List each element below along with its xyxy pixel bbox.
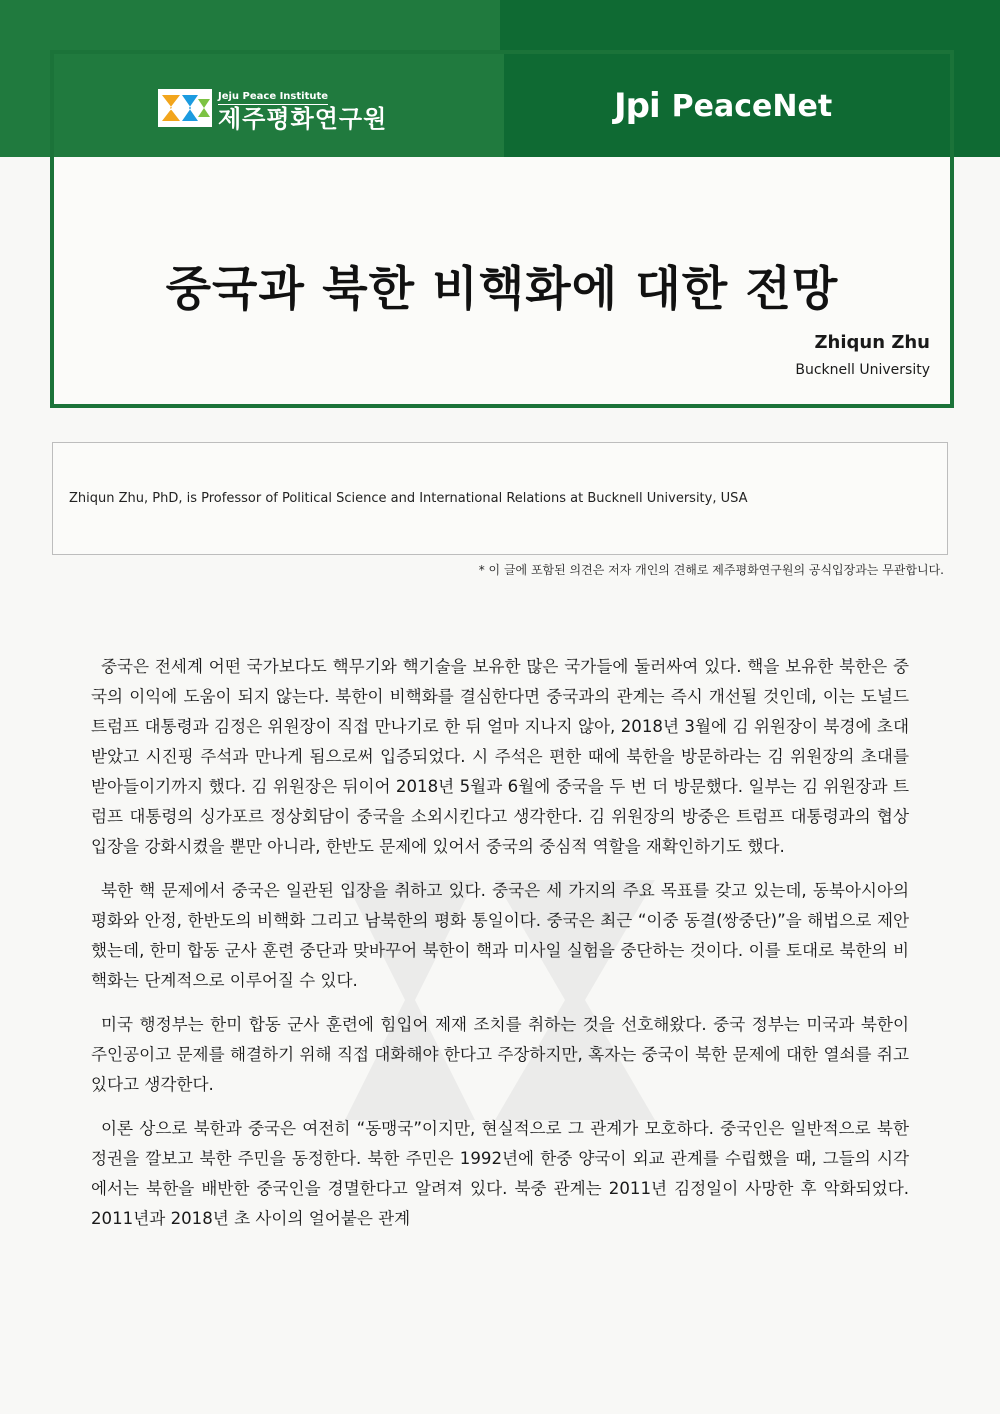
- paragraph: 이론 상으로 북한과 중국은 여전히 “동맹국”이지만, 현실적으로 그 관계가 모호하다. 중국인은 일반적으로 북한 정권을 깔보고 북한 주민을 동정한다. 북한 주민은 1992년에 한중 양국이 외교 관계를 수립했을 때, 그들의 시각에서는 북한을 배반한 중국인을 경멸한다고 알려져 있다. 북중 관계는 2011년 김정일이 사망한 후 악화되었다. 2011년과 2018년 초 사이의 얼어붙은 관계: [91, 1119, 909, 1228]
- author-bio-box: [52, 442, 948, 555]
- paragraph: 미국 행정부는 한미 합동 군사 훈련에 힘입어 제재 조치를 취하는 것을 선호해왔다. 중국 정부는 미국과 북한이 주인공이고 문제를 해결하기 위해 직접 대화해야 한다고 주장하지만, 혹자는 중국이 북한 문제에 대한 열쇠를 쥐고 있다고 생각한다.: [91, 1015, 909, 1094]
- jpi-mark: Jpi: [614, 86, 660, 126]
- institute-logo-icon: [158, 89, 212, 127]
- author-name: Zhiqun Zhu: [814, 332, 930, 353]
- article-body: [91, 652, 909, 1248]
- disclaimer: * 이 글에 포함된 의견은 저자 개인의 견해로 제주평화연구원의 공식입장과는 무관합니다.: [478, 563, 944, 577]
- paragraph: 북한 핵 문제에서 중국은 일관된 입장을 취하고 있다. 중국은 세 가지의 주요 목표를 갖고 있는데, 동북아시아의 평화와 안정, 한반도의 비핵화 그리고 남북한의 평화 통일이다. 중국은 최근 “이중 동결(쌍중단)”을 해법으로 제안했는데, 한미 합동 군사 훈련 중단과 맞바꾸어 북한이 핵과 미사일 실험을 중단하는 것이다. 이를 토대로 북한의 비핵화는 단계적으로 이루어질 수 있다.: [91, 881, 909, 990]
- author-affiliation: Bucknell University: [795, 362, 930, 378]
- header-box: [50, 50, 954, 408]
- author-bio: Zhiqun Zhu, PhD, is Professor of Political Science and International Relations at Bucknell University, USA: [69, 491, 748, 506]
- peacenet-name: PeaceNet: [671, 88, 833, 124]
- logo-korean-name: 제주평화연구원: [218, 104, 388, 133]
- document-title: 중국과 북한 비핵화에 대한 전망: [165, 262, 839, 317]
- paragraph: 중국은 전세계 어떤 국가보다도 핵무기와 핵기술을 보유한 많은 국가들에 둘러싸여 있다. 핵을 보유한 북한은 중국의 이익에 도움이 되지 않는다. 북한이 비핵화를 결심한다면 중국과의 관계는 즉시 개선될 것인데, 이는 도널드 트럼프 대통령과 김정은 위원장이 직접 만나기로 한 뒤 얼마 지나지 않아, 2018년 3월에 김 위원장이 북경에 초대받았고 시진핑 주석과 만나게 됨으로써 입증되었다. 시 주석은 편한 때에 북한을 방문하라는 김 위원장의 초대를 받아들이기까지 했다. 김 위원장은 뒤이어 2018년 5월과 6월에 중국을 두 번 더 방문했다. 일부는 김 위원장과 트럼프 대통령의 싱가포르 정상회담이 중국을 소외시킨다고 생각한다. 김 위원장의 방중은 트럼프 대통령과의 협상 입장을 강화시켰을 뿐만 아니라, 한반도 문제에 있어서 중국의 중심적 역할을 재확인하기도 했다.: [91, 657, 909, 856]
- jeju-peace-institute-logo: [158, 88, 388, 133]
- logo-english-name: Jeju Peace Institute: [218, 91, 328, 105]
- jpi-peacenet-logo: [614, 86, 832, 126]
